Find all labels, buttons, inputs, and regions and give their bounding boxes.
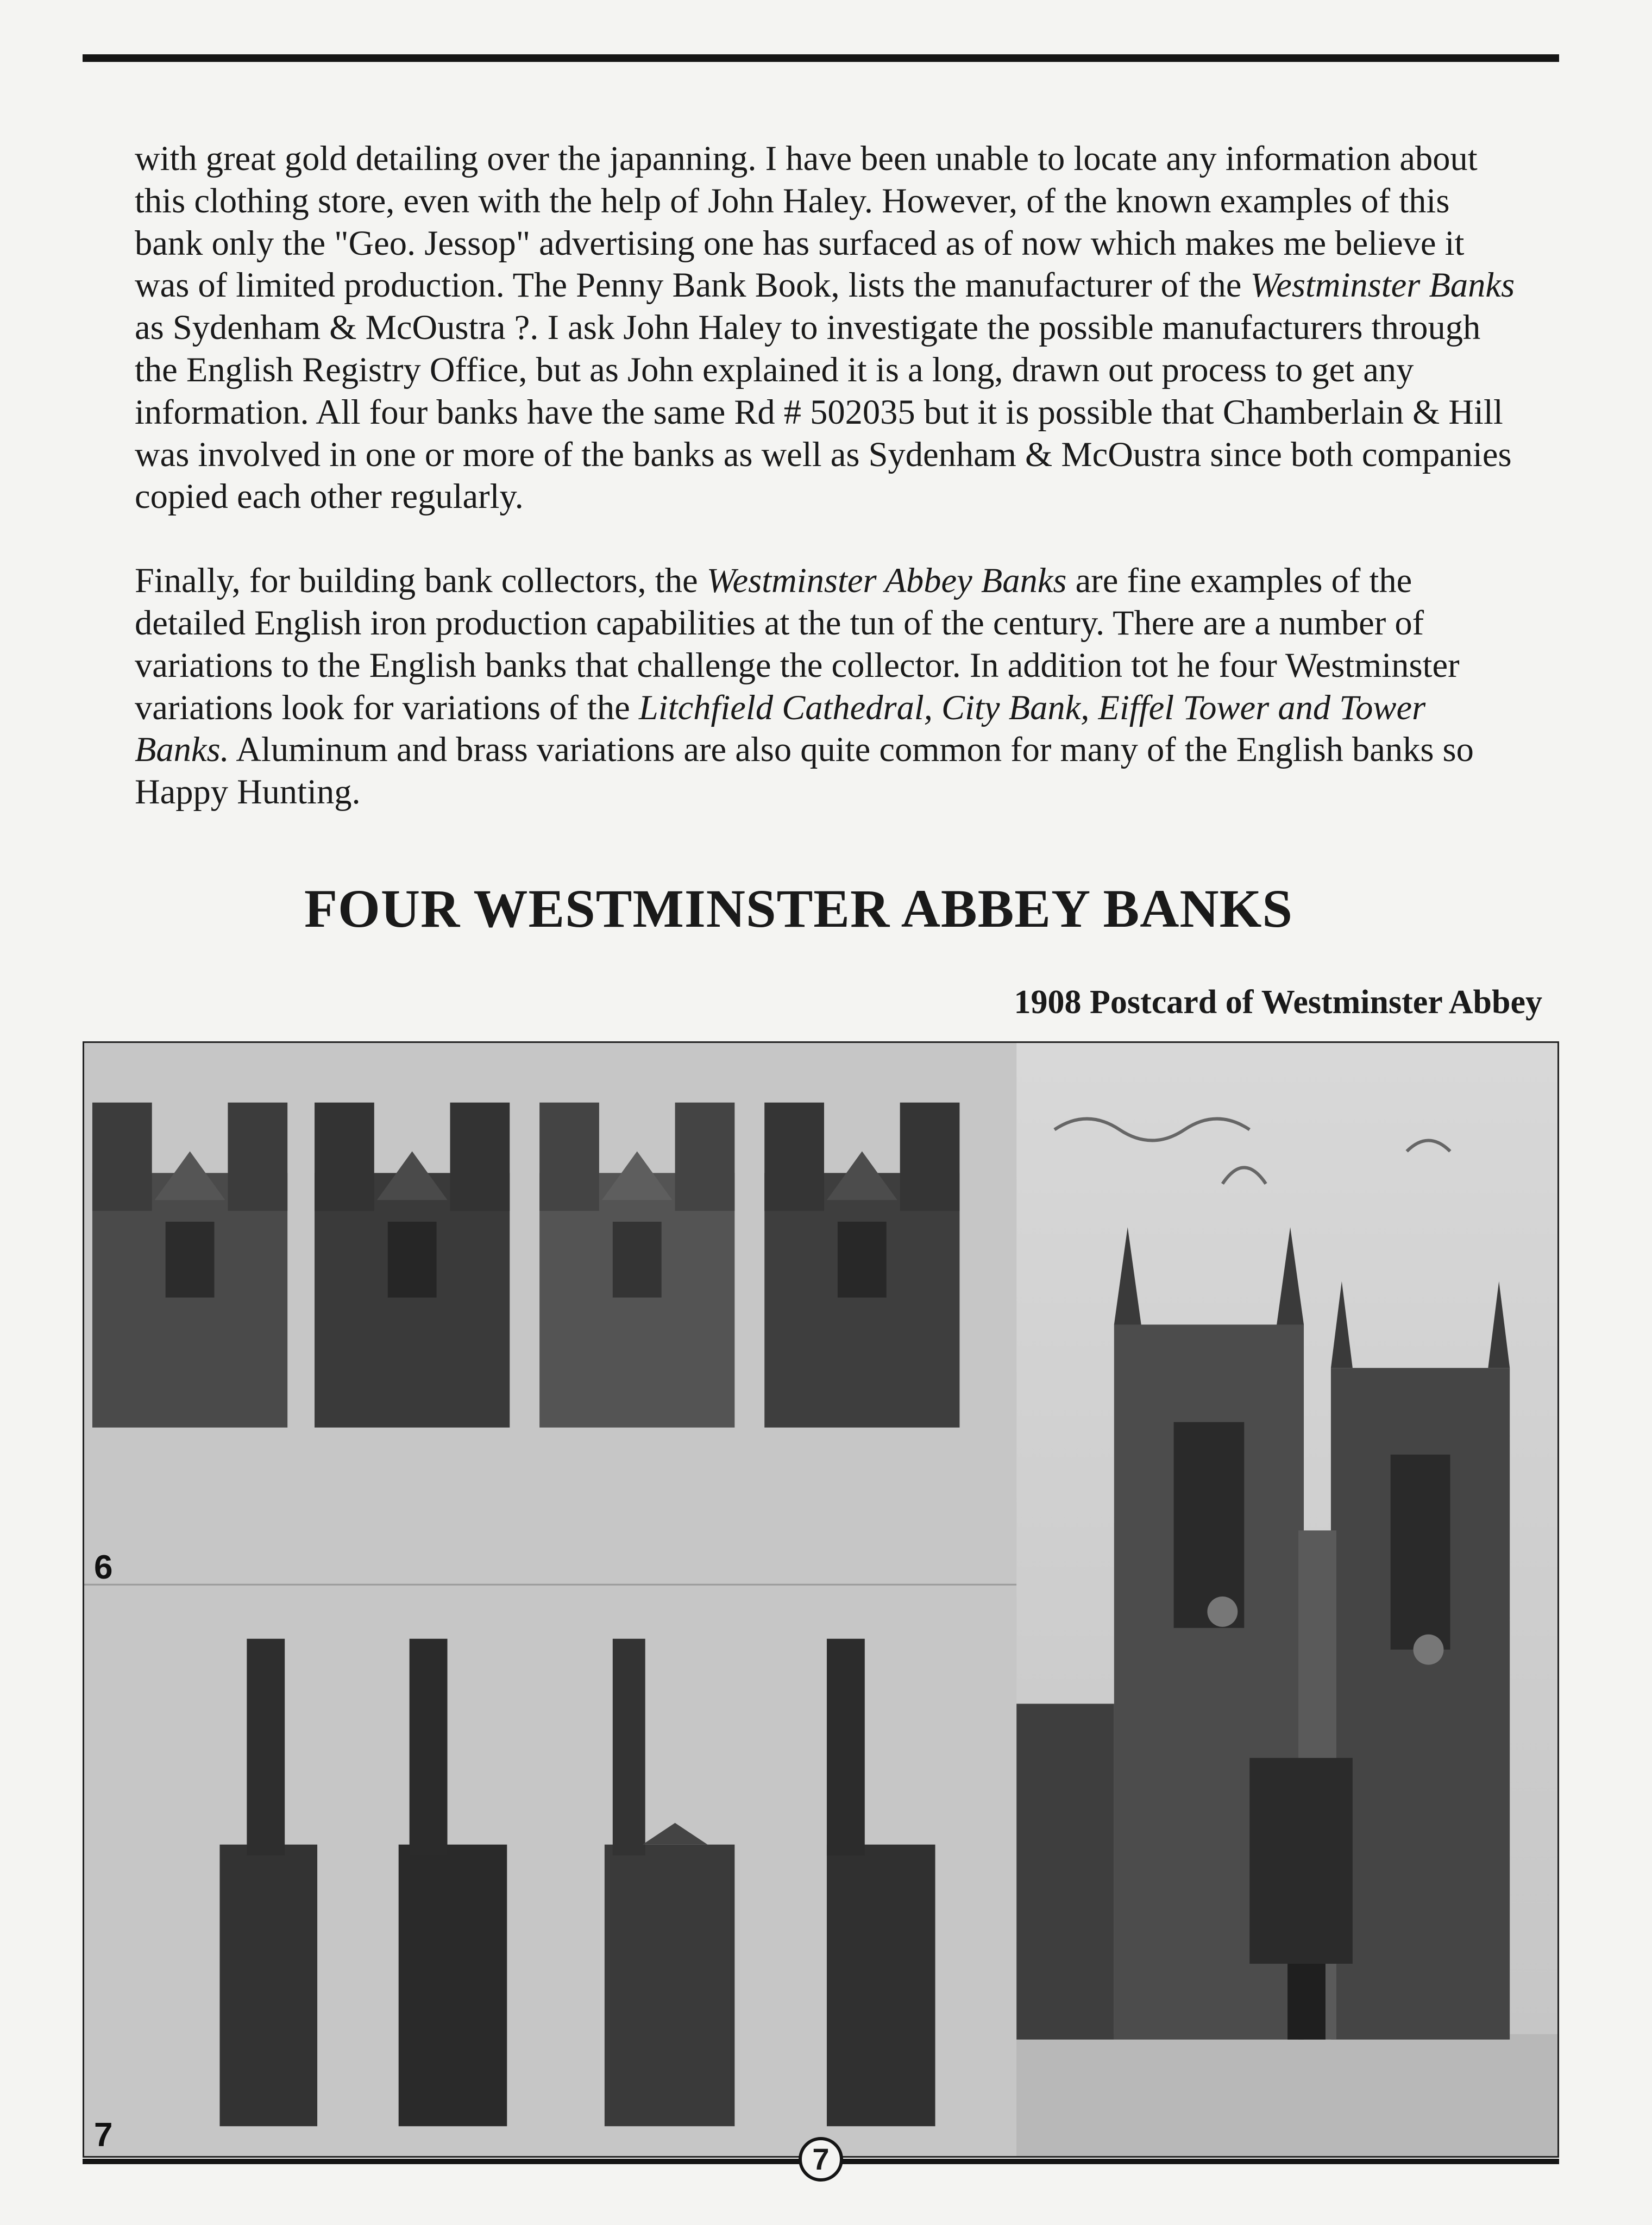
paragraph-1 xyxy=(135,137,1525,518)
banks-and-abbey-photo xyxy=(84,1043,1557,2156)
section-heading: FOUR WESTMINSTER ABBEY BANKS xyxy=(304,878,1293,939)
article-body xyxy=(135,137,1525,813)
paragraph1-segment-0: with great gold detailing over the japanning. I have been unable to locate any information about this clothing store, even with the help of John Haley. However, of the known examples of this bank only the "Geo. Jessop" advertising one has surfaced as of now which makes me believe it was of limited production. The Penny Bank Book, lists the manufacturer of the xyxy=(135,139,1478,305)
paragraph2-segment-0: Finally, for building bank collectors, the xyxy=(135,561,707,600)
paragraph-2 xyxy=(135,560,1525,813)
paragraph2-segment-4: Aluminum and brass variations are also quite common for many of the English banks so Happy Hunting. xyxy=(135,730,1474,812)
paragraph1-segment-1: Westminster Banks xyxy=(1250,266,1515,305)
page-number: 7 xyxy=(799,2137,843,2182)
paragraph1-segment-2: as Sydenham & McOustra ?. I ask John Haley to investigate the possible manufacturers through the English Registry Office, but as John explained it is a long, drawn out process to get any information. All four banks have the same Rd # 502035 but it is possible that Chamberlain & Hill was involved in one or more of the banks as well as Sydenham & McOustra since both companies copied each other regularly. xyxy=(135,308,1512,516)
top-rule xyxy=(83,54,1559,62)
postcard-caption: 1908 Postcard of Westminster Abbey xyxy=(1014,984,1542,1021)
figure-label-7: 7 xyxy=(94,2116,113,2154)
figure-label-6: 6 xyxy=(94,1549,113,1586)
abbey-postcard xyxy=(1016,1043,1557,2156)
photo-panel xyxy=(83,1041,1559,2158)
paragraph2-segment-3: Litchfield Cathedral, City Bank, Eiffel Tower and Tower Banks. xyxy=(135,688,1426,769)
paragraph2-segment-1: Westminster Abbey Banks xyxy=(706,561,1067,600)
paragraph2-segment-2: are fine examples of the detailed English iron production capabilities at the tun of the century. There are a number of variations to the English banks that challenge the collector. In addition tot he four Westminster variations look for variations of the xyxy=(135,561,1460,727)
